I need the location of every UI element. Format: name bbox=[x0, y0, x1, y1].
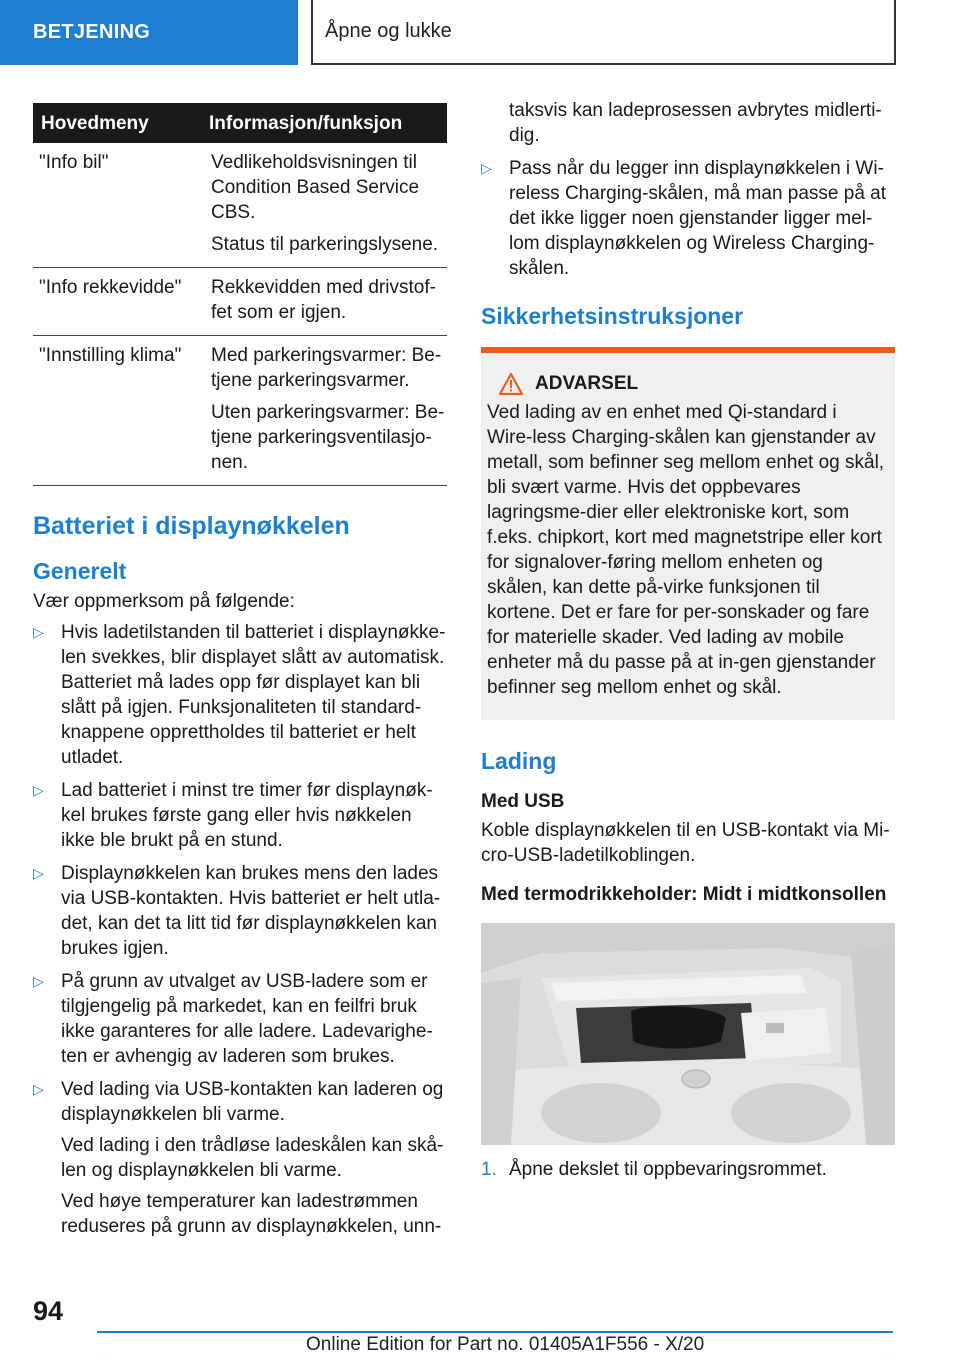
safety-heading: Sikkerhetsinstruksjoner bbox=[481, 303, 744, 329]
triangle-bullet-icon: ▷ bbox=[33, 782, 44, 798]
warning-box bbox=[481, 347, 895, 720]
cell-paragraph: Rekkevidden med drivstof-fet som er igjen. bbox=[211, 277, 436, 323]
list-item bbox=[481, 156, 895, 281]
chapter-title: Åpne og lukke bbox=[325, 20, 452, 42]
chapter-title-box bbox=[311, 0, 896, 65]
table-row bbox=[33, 143, 447, 268]
list-item-text: På grunn av utvalget av USB-ladere som er tilgjengelig på markedet, kan en feilfri bruk ikke garanteres for alle ladere. Ladevarighe-ten er avhengig av laderen som brukes. bbox=[61, 971, 433, 1067]
table-cell-menu: "Innstilling klima" bbox=[33, 336, 205, 486]
step-item bbox=[481, 1157, 895, 1182]
table-header-row bbox=[33, 103, 447, 143]
list-item-text: Ved lading i den trådløse ladeskålen kan skå-len og displaynøkkelen bli varme. bbox=[61, 1135, 444, 1181]
triangle-bullet-icon: ▷ bbox=[33, 865, 44, 881]
usb-text: Koble displaynøkkelen til en USB-kontakt via Mi-cro-USB-ladetilkoblingen. bbox=[481, 820, 890, 866]
continued-list bbox=[481, 98, 895, 281]
triangle-bullet-icon: ▷ bbox=[33, 624, 44, 640]
section-tab bbox=[0, 0, 298, 65]
list-item-text: Displaynøkkelen kan brukes mens den lades via USB-kontakten. Hvis batteriet er helt utla-det, kan det ta litt tid før displaynøkkelen kan brukes igjen. bbox=[61, 863, 441, 959]
table-header: Informasjon/funksjon bbox=[205, 103, 447, 143]
charging-heading: Lading bbox=[481, 748, 557, 774]
battery-bullet-list bbox=[33, 620, 447, 1239]
page-number: 94 bbox=[33, 1296, 64, 1326]
main-menu-table bbox=[33, 103, 447, 486]
footer-divider bbox=[97, 1331, 893, 1333]
warning-triangle-icon bbox=[499, 373, 523, 395]
cell-paragraph: Med parkeringsvarmer: Be-tjene parkeringsvarmer. bbox=[211, 345, 442, 391]
warning-header bbox=[487, 371, 887, 396]
footer-edition-text: Online Edition for Part no. 01405A1F556 - X/20 bbox=[306, 1334, 705, 1355]
list-item bbox=[33, 969, 447, 1069]
table-header: Hovedmeny bbox=[33, 103, 205, 143]
list-item bbox=[33, 778, 447, 853]
left-column bbox=[33, 103, 447, 1247]
list-item bbox=[33, 861, 447, 961]
triangle-bullet-icon: ▷ bbox=[481, 160, 492, 176]
list-item bbox=[33, 1077, 447, 1239]
cell-paragraph: Status til parkeringslysene. bbox=[211, 234, 439, 255]
right-column bbox=[481, 98, 895, 1182]
table-cell-menu: "Info rekkevidde" bbox=[33, 268, 205, 336]
list-item-text: taksvis kan ladeprosessen avbrytes midlerti-dig. bbox=[509, 100, 882, 146]
list-item bbox=[33, 620, 447, 770]
steps-list bbox=[481, 1157, 895, 1182]
center-console-photo bbox=[481, 923, 895, 1145]
table-cell-info bbox=[205, 143, 447, 268]
table-cell-menu: "Info bil" bbox=[33, 143, 205, 268]
general-heading: Generelt bbox=[33, 558, 127, 584]
table-cell-info bbox=[205, 268, 447, 336]
warning-text: Ved lading av en enhet med Qi-standard i Wire-less Charging-skålen kan gjenstander av metall, som befinner seg mellom enhet og skål, bli svært varme. Hvis det oppbevares lagringsme-dier eller elektroniske kort, som f.eks. chipkort, kort med magnetstripe eller kort for signalover-føring mellom enheten og skålen, kan dette på-virke funksjonen til kortene. Det er fare for per-sonskader og fare for materielle skader. Ved lading av mobile enheter må du passe på at in-gen gjenstander befinner seg mellom enhet og skål. bbox=[487, 402, 885, 698]
cell-paragraph: Vedlikeholdsvisningen til Condition Based Service CBS. bbox=[211, 152, 420, 223]
list-item-continued bbox=[481, 98, 895, 148]
warning-label: ADVARSEL bbox=[535, 373, 639, 394]
step-number: 1. bbox=[481, 1159, 497, 1180]
intro-text: Vær oppmerksom på følgende: bbox=[33, 591, 295, 612]
triangle-bullet-icon: ▷ bbox=[33, 1081, 44, 1097]
usb-heading: Med USB bbox=[481, 791, 565, 812]
triangle-bullet-icon: ▷ bbox=[33, 973, 44, 989]
table-cell-info bbox=[205, 336, 447, 486]
list-item-text: Pass når du legger inn displaynøkkelen i Wi-reless Charging-skålen, må man passe på at det ikke ligger noen gjenstander ligger mel-lom displaynøkkelen og Wireless Charging-skålen. bbox=[509, 158, 887, 279]
list-item-text: Ved høye temperaturer kan ladestrømmen reduseres på grunn av displaynøkkelen, unn- bbox=[61, 1191, 442, 1237]
table-row bbox=[33, 268, 447, 336]
section-label: BETJENING bbox=[33, 21, 151, 43]
table-row bbox=[33, 336, 447, 486]
battery-heading: Batteriet i displaynøkkelen bbox=[33, 512, 350, 540]
list-item-text: Lad batteriet i minst tre timer før displaynøk-kel brukes første gang eller hvis nøkkelen ikke ble brukt på en stund. bbox=[61, 780, 433, 851]
list-item-text: Hvis ladetilstanden til batteriet i displaynøkke-len svekkes, blir displayet slått av automatisk. Batteriet må lades opp før displayet kan bli slått på igjen. Funksjonaliteten til standard-knappene opprettholdes til batteriet er helt utladet. bbox=[61, 622, 446, 768]
cup-holder-heading: Med termodrikkeholder: Midt i midtkonsollen bbox=[481, 884, 887, 905]
cell-paragraph: Uten parkeringsvarmer: Be-tjene parkeringsventilasjo-nen. bbox=[211, 402, 445, 473]
list-item-text: Ved lading via USB-kontakten kan laderen og displaynøkkelen bli varme. bbox=[61, 1079, 444, 1125]
step-text: Åpne dekslet til oppbevaringsrommet. bbox=[509, 1159, 827, 1180]
